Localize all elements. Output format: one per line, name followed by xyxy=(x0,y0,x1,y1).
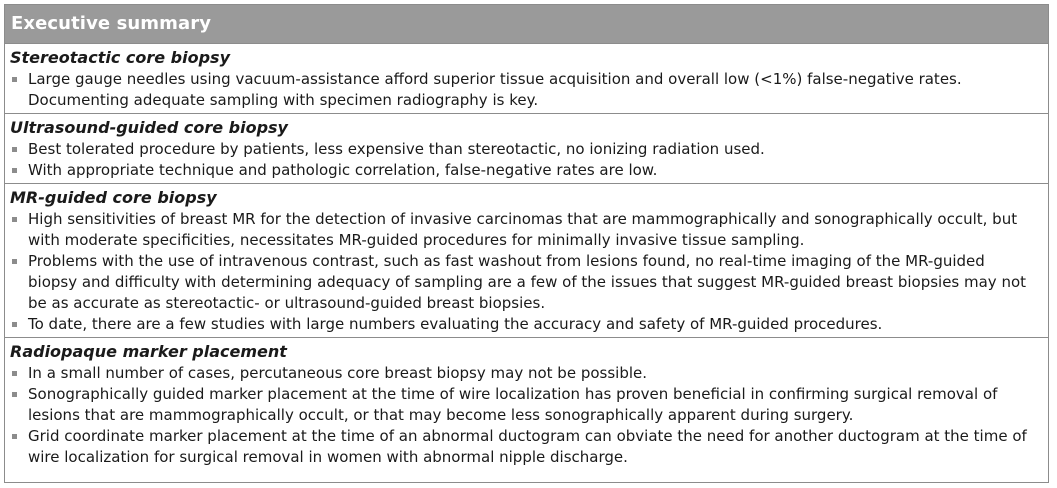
list-item-text: Large gauge needles using vacuum-assistance afford superior tissue acquisition and overall low (<1%) false-negative rates. Documenting adequate sampling with specimen radiography is key. xyxy=(28,70,962,109)
list-item xyxy=(5,209,1048,251)
list-item xyxy=(5,160,1048,181)
list-item xyxy=(5,363,1048,384)
bullet-icon xyxy=(12,168,17,173)
list-item xyxy=(5,426,1048,468)
bullet-icon xyxy=(12,392,17,397)
bullet-icon xyxy=(12,217,17,222)
section-mr-guided xyxy=(5,183,1048,337)
section-title: Radiopaque marker placement xyxy=(10,342,287,361)
bullet-icon xyxy=(12,147,17,152)
list-item xyxy=(5,251,1048,314)
summary-title: Executive summary xyxy=(5,5,1048,43)
list-item xyxy=(5,314,1048,335)
list-item-text: In a small number of cases, percutaneous core breast biopsy may not be possible. xyxy=(28,364,647,382)
list-item-text: Best tolerated procedure by patients, less expensive than stereotactic, no ionizing radiation used. xyxy=(28,140,765,158)
bullet-icon xyxy=(12,77,17,82)
list-item xyxy=(5,139,1048,160)
list-item-text: To date, there are a few studies with large numbers evaluating the accuracy and safety of MR-guided procedures. xyxy=(28,315,883,333)
section-marker-placement xyxy=(5,337,1048,470)
bullet-icon xyxy=(12,322,17,327)
executive-summary-box xyxy=(4,4,1049,483)
section-ultrasound xyxy=(5,113,1048,183)
section-title: MR-guided core biopsy xyxy=(10,188,217,207)
bullet-icon xyxy=(12,371,17,376)
list-item-text: With appropriate technique and pathologic correlation, false-negative rates are low. xyxy=(28,161,658,179)
section-title: Stereotactic core biopsy xyxy=(10,48,230,67)
section-stereotactic xyxy=(5,43,1048,113)
section-title: Ultrasound-guided core biopsy xyxy=(10,118,288,137)
list-item-text: Sonographically guided marker placement at the time of wire localization has proven beneficial in confirming surgical removal of lesions that are mammographically occult, or that may become less sonographically apparent during surgery. xyxy=(28,385,998,424)
list-item-text: Problems with the use of intravenous contrast, such as fast washout from lesions found, no real-time imaging of the MR-guided biopsy and difficulty with determining adequacy of sampling are a few of the issues that suggest MR-guided breast biopsies may not be as accurate as stereotactic- or ultrasound-guided breast biopsies. xyxy=(28,252,1027,312)
list-item xyxy=(5,69,1048,111)
list-item xyxy=(5,384,1048,426)
list-item-text: High sensitivities of breast MR for the detection of invasive carcinomas that are mammographically and sonographically occult, but with moderate specificities, necessitates MR-guided procedures for minimally invasive tissue sampling. xyxy=(28,210,1018,249)
list-item-text: Grid coordinate marker placement at the time of an abnormal ductogram can obviate the need for another ductogram at the time of wire localization for surgical removal in women with abnormal nipple discharge. xyxy=(28,427,1027,466)
bullet-icon xyxy=(12,259,17,264)
bullet-icon xyxy=(12,434,17,439)
